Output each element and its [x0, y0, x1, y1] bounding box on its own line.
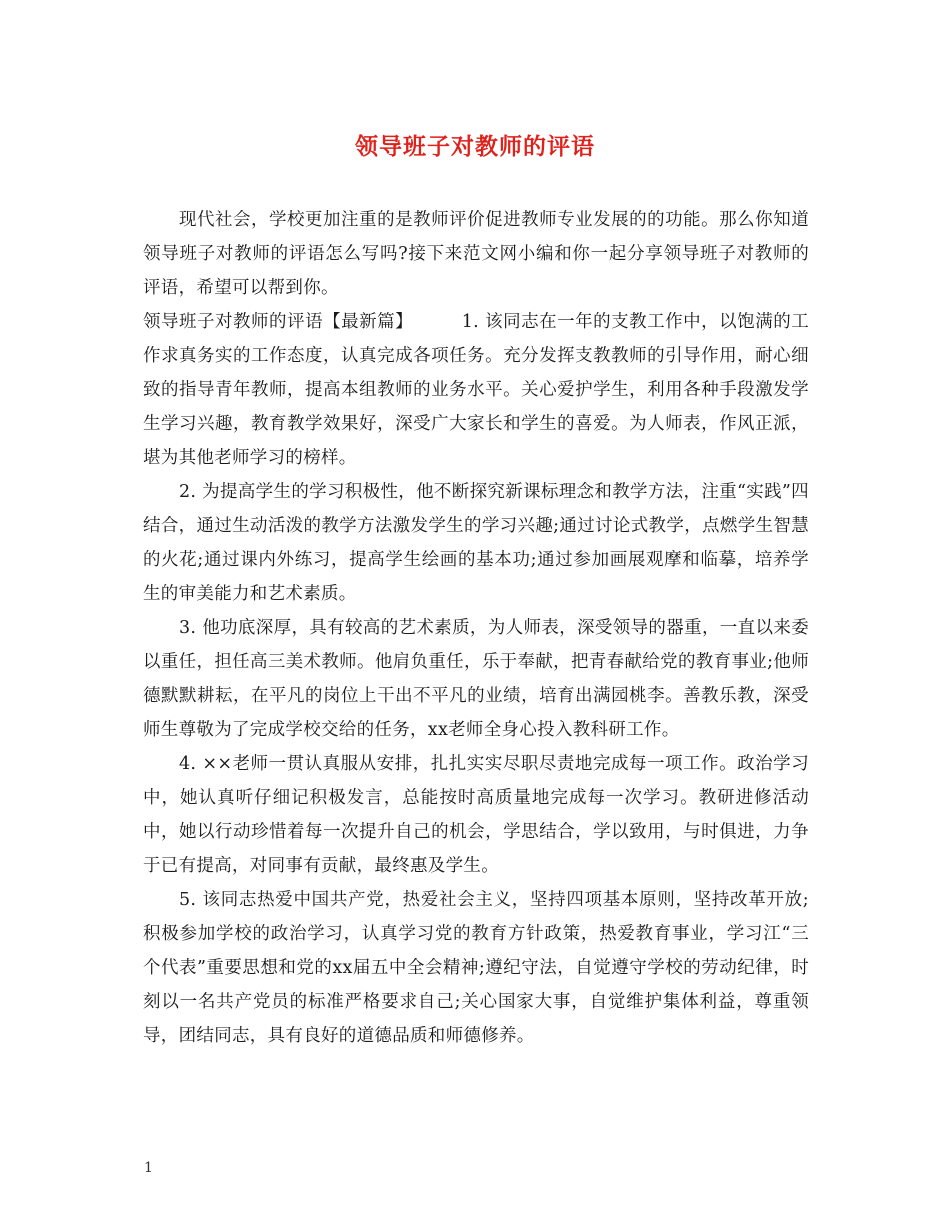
- paragraph-2: 2. 为提高学生的学习积极性，他不断探究新课标理念和教学方法，注重“实践”四结合，通过生动活泼的教学方法激发学生的学习兴趣;通过讨论式教学，点燃学生智慧的火花;通过课内外练习，提高学生绘画的基本功;通过参加画展观摩和临摹，培养学生的审美能力和艺术素质。: [143, 482, 809, 604]
- document-body: [143, 203, 809, 1053]
- section-heading-spacer: [413, 312, 462, 332]
- paragraph-4: 4. ××老师一贯认真服从安排，扎扎实实尽职尽责地完成每一项工作。政治学习中，她认真听仔细记积极发言，总能按时高质量地完成每一次学习。教研进修活动中，她以行动珍惜着每一次提升自己的机会，学思结合，学以致用，与时俱进，力争于已有提高，对同事有贡献，最终惠及学生。: [143, 754, 809, 876]
- page-number: 1: [144, 1160, 153, 1176]
- section-heading: 领导班子对教师的评语【最新篇】: [143, 312, 414, 332]
- section-paragraph-1: [143, 305, 809, 475]
- paragraph-1-text: 1. 该同志在一年的支教工作中，以饱满的工作求真务实的工作态度，认真完成各项任务。充分发挥支教教师的引导作用，耐心细致的指导青年教师，提高本组教师的业务水平。关心爱护学生，利用各种手段激发学生学习兴趣，教育教学效果好，深受广大家长和学生的喜爱。为人师表，作风正派，堪为其他老师学习的榜样。: [143, 312, 810, 468]
- paragraph-5: 5. 该同志热爱中国共产党，热爱社会主义，坚持四项基本原则，坚持改革开放;积极参加学校的政治学习，认真学习党的教育方针政策，热爱教育事业，学习江“三个代表”重要思想和党的xx届五中全会精神;遵纪守法，自觉遵守学校的劳动纪律，时刻以一名共产党员的标准严格要求自己;关心国家大事，自觉维护集体利益，尊重领导，团结同志，具有良好的道德品质和师德修养。: [143, 890, 809, 1046]
- document-title: 领导班子对教师的评语: [355, 133, 595, 160]
- paragraph-3: 3. 他功底深厚，具有较高的艺术素质，为人师表，深受领导的器重，一直以来委以重任，担任高三美术教师。他肩负重任，乐于奉献，把青春献给党的教育事业;他师德默默耕耘，在平凡的岗位上干出不平凡的业绩，培育出满园桃李。善教乐教，深受师生尊敬为了完成学校交给的任务，xx老师全身心投入教科研工作。: [143, 618, 809, 740]
- intro-paragraph: 现代社会，学校更加注重的是教师评价促进教师专业发展的的功能。那么你知道领导班子对教师的评语怎么写吗?接下来范文网小编和你一起分享领导班子对教师的评语，希望可以帮到你。: [143, 210, 809, 298]
